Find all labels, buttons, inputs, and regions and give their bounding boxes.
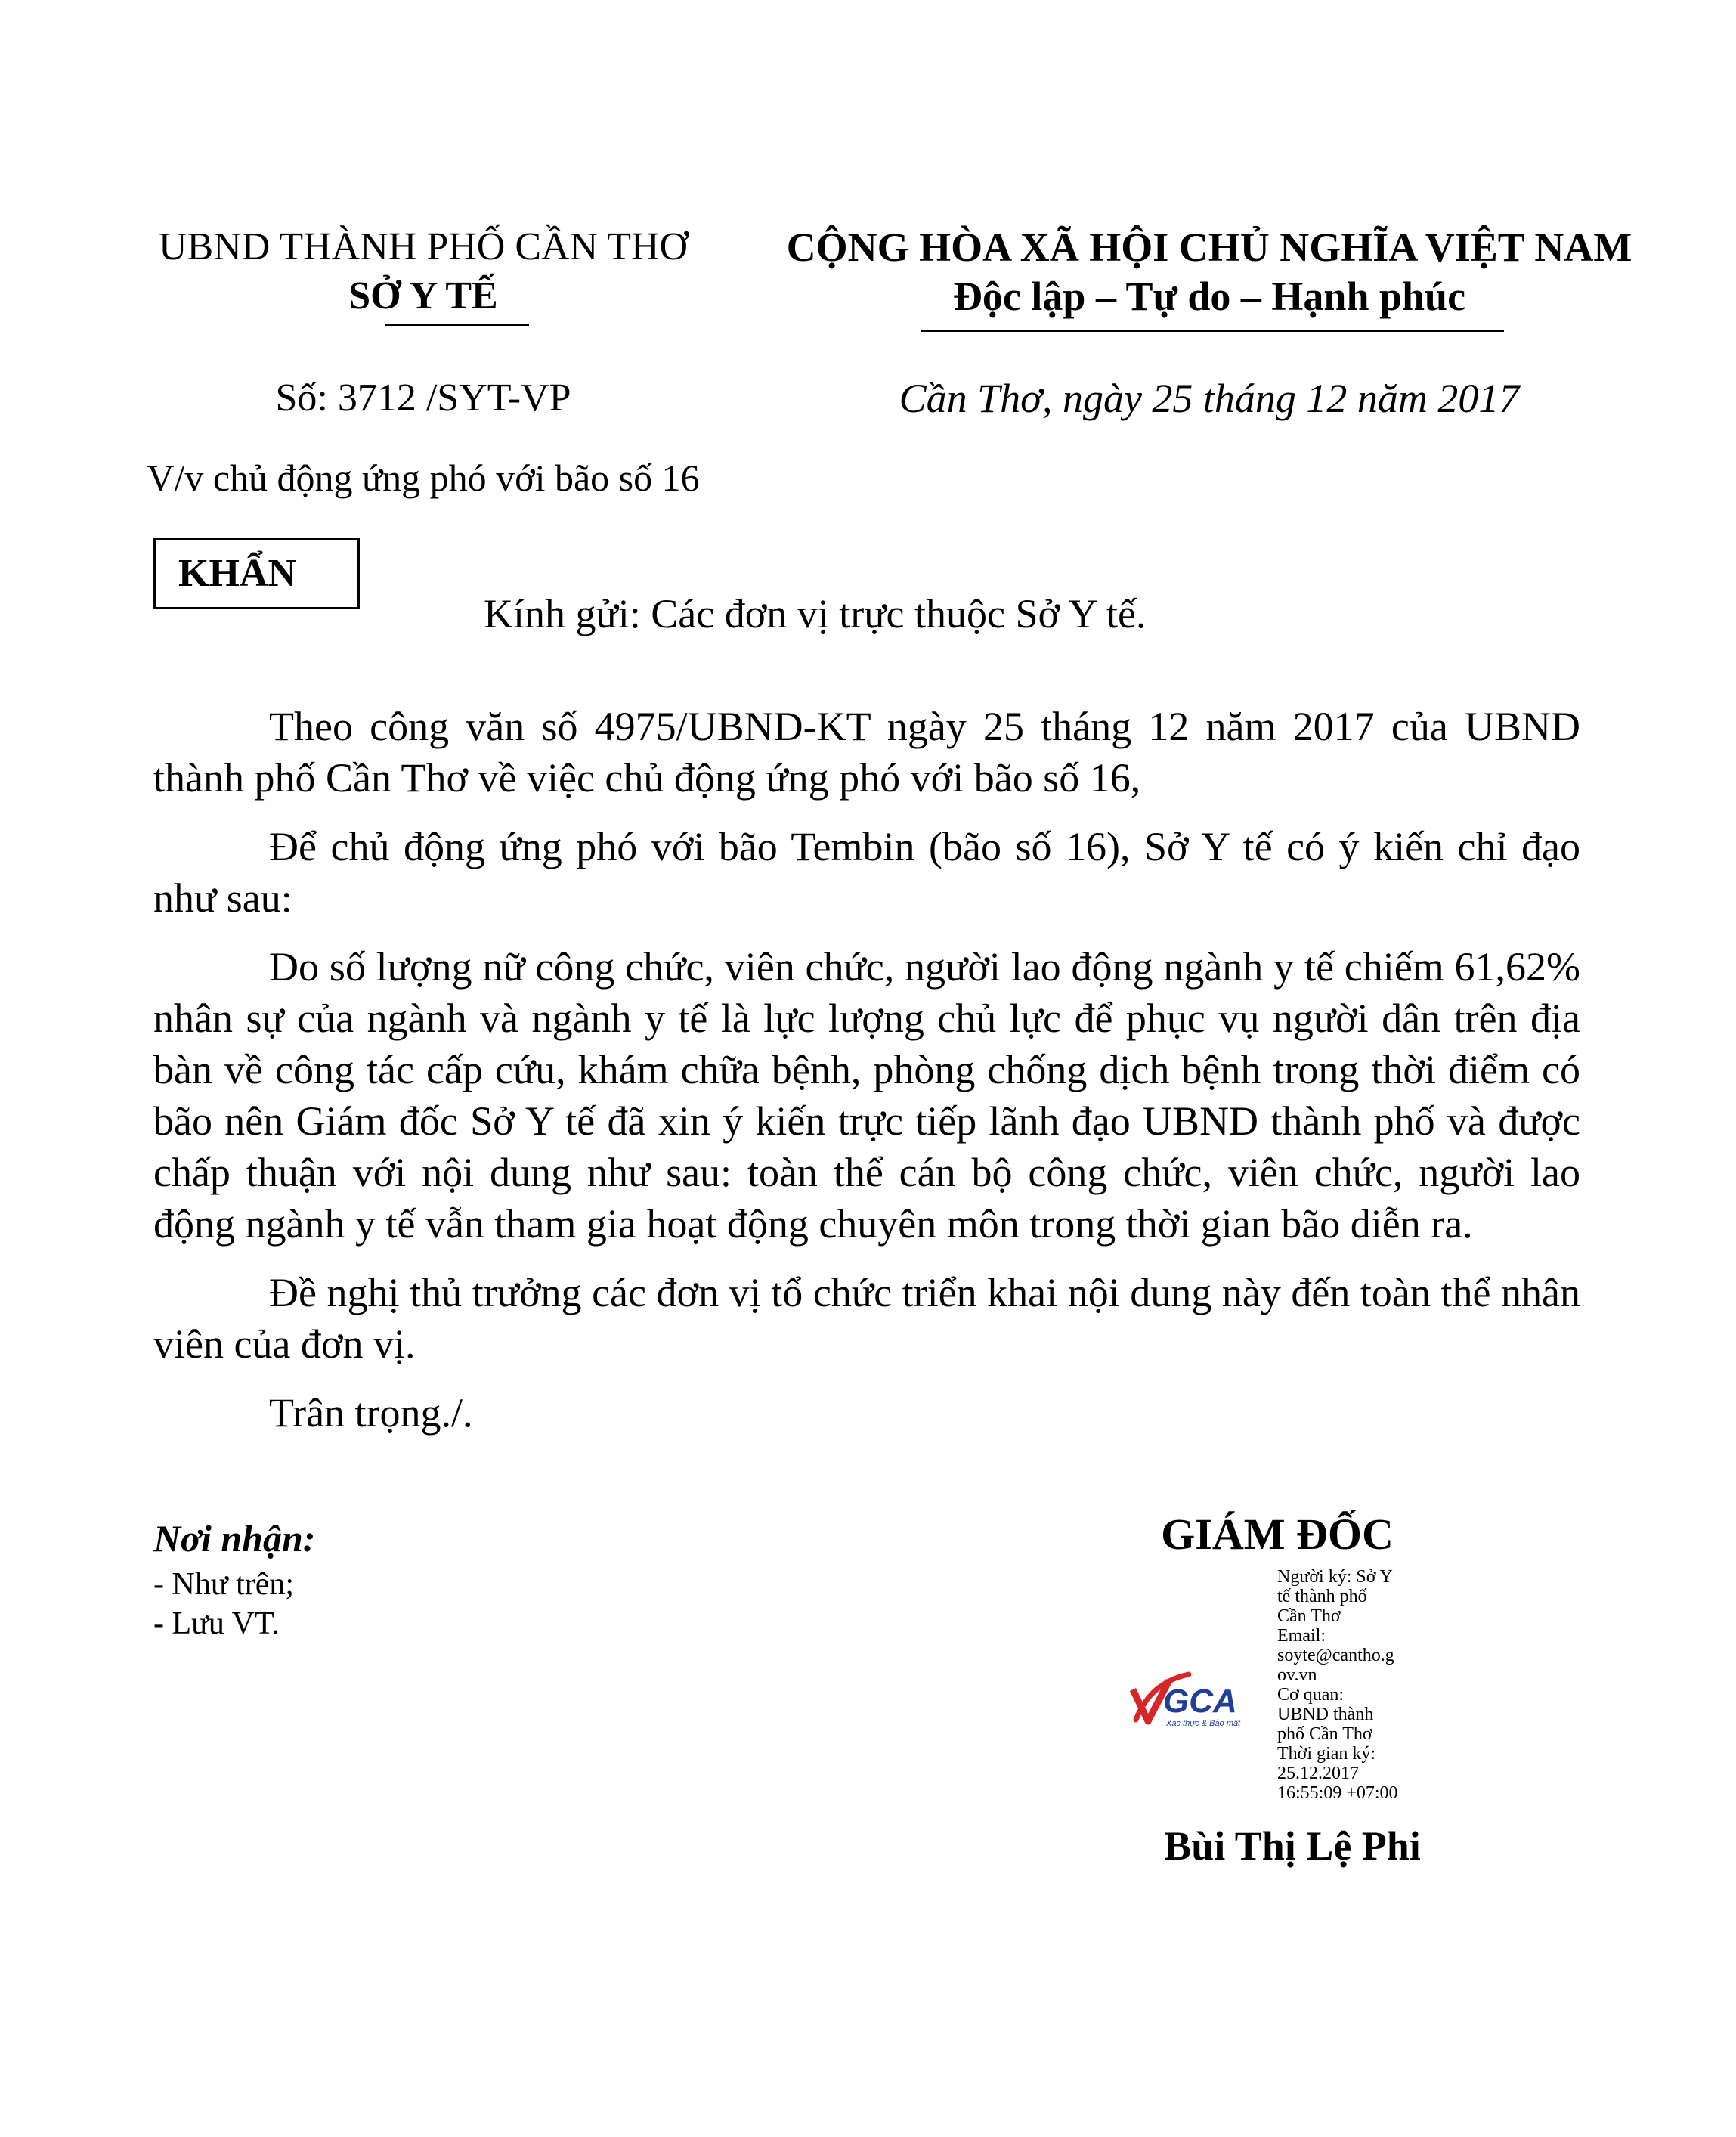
document-subject: V/v chủ động ứng phó với bão số 16 [147, 457, 700, 499]
department-underline [385, 324, 529, 326]
signature-info-line: phố Cần Thơ [1277, 1724, 1372, 1744]
urgent-badge [153, 538, 360, 609]
document-body [153, 701, 1580, 1456]
body-paragraph: Để chủ động ứng phó với bão Tembin (bão số 16), Sở Y tế có ý kiến chỉ đạo như sau: [153, 824, 1580, 921]
signature-info-line: tế thành phố [1277, 1587, 1367, 1606]
digital-signature-info [1277, 1567, 1436, 1803]
closing-line: Trân trọng./. [269, 1390, 473, 1436]
signature-info-line: Email: [1277, 1626, 1326, 1646]
recipient-line: Kính gửi: Các đơn vị trực thuộc Sở Y tế. [484, 591, 1147, 636]
body-paragraph: Theo công văn số 4975/UBND-KT ngày 25 tháng 12 năm 2017 của UBND thành phố Cần Thơ về việc chủ động ứng phó với bão số 16, [153, 704, 1580, 801]
signature-info-line: Người ký: Sở Y [1277, 1567, 1393, 1587]
motto: Độc lập – Tự do – Hạnh phúc [952, 274, 1466, 319]
urgent-label: KHẨN [178, 552, 296, 595]
signature-info-line: UBND thành [1277, 1705, 1374, 1724]
body-paragraph: Đề nghị thủ trưởng các đơn vị tổ chức triển khai nội dung này đến toàn thể nhân viên của đơn vị. [153, 1270, 1580, 1367]
recipients-title: Nơi nhận: [153, 1517, 316, 1559]
signer-title: GIÁM ĐỐC [1161, 1510, 1394, 1559]
signature-info-line: Cơ quan: [1277, 1685, 1345, 1705]
signature-info-line: Thời gian ký: [1277, 1744, 1376, 1764]
svg-text:Xác thực & Bảo mật: Xác thực & Bảo mật [1166, 1719, 1241, 1728]
signature-info-line: soyte@cantho.g [1277, 1646, 1394, 1665]
signature-info-line: 16:55:09 +07:00 [1277, 1783, 1398, 1803]
signature-info-line: 25.12.2017 [1277, 1764, 1359, 1783]
svg-text:GCA: GCA [1163, 1683, 1237, 1720]
signer-name: Bùi Thị Lệ Phi [1164, 1823, 1421, 1869]
recipient-item: - Lưu VT. [153, 1606, 280, 1641]
signature-info-line: ov.vn [1277, 1665, 1317, 1685]
signature-info-line: Cần Thơ [1277, 1606, 1341, 1626]
nation-title: CỘNG HÒA XÃ HỘI CHỦ NGHĨA VIỆT NAM [786, 225, 1632, 270]
vgca-logo-icon [1130, 1667, 1277, 1735]
motto-underline [921, 330, 1504, 332]
recipient-item: - Như trên; [153, 1567, 295, 1602]
document-number: Số: 3712 /SYT-VP [275, 376, 571, 420]
agency-name: UBND THÀNH PHỐ CẦN THƠ [158, 225, 689, 268]
department-name: SỞ Y TẾ [348, 274, 498, 317]
place-date: Cần Thơ, ngày 25 tháng 12 năm 2017 [899, 376, 1520, 421]
body-paragraph: Do số lượng nữ công chức, viên chức, người lao động ngành y tế chiếm 61,62% nhân sự của ngành và ngành y tế là lực lượng chủ lực để phục vụ người dân trên địa bàn về công tác cấp cứu, khám chữa bệnh, phòng chống dịch bệnh trong thời điểm có bão nên Giám đốc Sở Y tế đã xin ý kiến trực tiếp lãnh đạo UBND thành phố và được chấp thuận với nội dung như sau: toàn thể cán bộ công chức, viên chức, người lao động ngành y tế vẫn tham gia hoạt động chuyên môn trong thời gian bão diễn ra. [153, 944, 1580, 1247]
